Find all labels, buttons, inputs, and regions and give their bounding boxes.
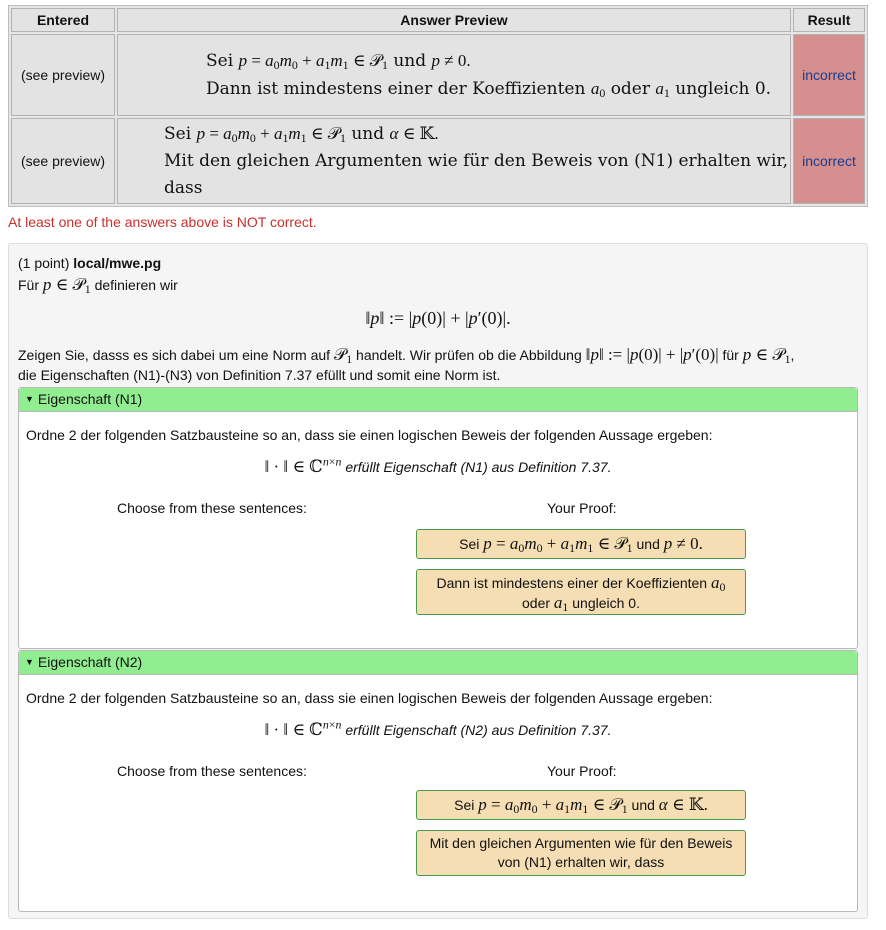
accordion-header-n2[interactable]: ▼ Eigenschaft (N2)	[19, 651, 857, 675]
results-table	[8, 5, 868, 207]
norm-definition-equation: ‖p‖ := |p(0)| + |p′(0)|.	[365, 308, 511, 328]
results-header-row	[11, 8, 865, 32]
accordion-header-n1[interactable]: ▼ Eigenschaft (N1)	[19, 388, 857, 412]
proof-tile[interactable]: Sei $p = a_0m_0 + a_1m_1$ ∈ 𝒫$_1$ und p ≠ 0.	[416, 529, 746, 559]
instruction-text: Ordne 2 der folgenden Satzbausteine so an, dass sie einen logischen Beweis der folgenden Aussage ergeben:	[26, 690, 713, 706]
your-proof-label: Your Proof:	[547, 500, 617, 516]
caret-down-icon: ▼	[25, 394, 34, 404]
col-entered: Entered	[11, 8, 115, 32]
preview-line: Mit den gleichen Argumenten wie für den Beweis von (N1) erhalten wir, dass	[164, 151, 789, 198]
entered-cell: (see preview)	[11, 34, 115, 116]
result-row	[11, 34, 865, 116]
problem-points: (1 point)	[18, 255, 70, 271]
preview-line: Sei $p = a_0m_0 + a_1m_1$ ∈ 𝒫$_1$ und p ≠ 0.	[206, 51, 471, 72]
result-status-badge: incorrect	[793, 34, 865, 116]
preview-line: Sei $p = a_0m_0 + a_1m_1$ ∈ 𝒫$_1$ und α ∈ 𝕂.	[164, 124, 439, 145]
col-result: Result	[793, 8, 865, 32]
statement-text: ‖ · ‖ ∈ ℂ$^{n\times n}$ erfüllt Eigenschaft (N1) aus Definition 7.37.	[264, 454, 612, 476]
proof-tile[interactable]: Dann ist mindestens einer der Koeffizienten $a_0$ oder $a_1$ ungleich 0.	[416, 569, 746, 615]
accordion-eigenschaft-n2	[18, 650, 858, 912]
proof-tile[interactable]: Sei $p = a_0m_0 + a_1m_1$ ∈ 𝒫$_1$ und α ∈ 𝕂.	[416, 790, 746, 820]
answer-preview-cell	[117, 118, 791, 204]
answer-preview-cell	[117, 34, 791, 116]
problem-path: local/mwe.pg	[73, 255, 162, 271]
warning-message: At least one of the answers above is NOT correct.	[8, 214, 317, 230]
preview-line: Dann ist mindestens einer der Koeffizienten $a_0$ oder $a_1$ ungleich 0.	[206, 79, 772, 100]
result-row	[11, 118, 865, 204]
your-proof-label: Your Proof:	[547, 763, 617, 779]
caret-down-icon: ▼	[25, 657, 34, 667]
statement-text: ‖ · ‖ ∈ ℂ$^{n\times n}$ erfüllt Eigenschaft (N2) aus Definition 7.37.	[264, 717, 612, 739]
choose-sentences-label: Choose from these sentences:	[117, 763, 307, 779]
choose-sentences-label: Choose from these sentences:	[117, 500, 307, 516]
problem-intro: Für p ∈ 𝒫$_1$ definieren wir	[18, 275, 178, 296]
instruction-text: Ordne 2 der folgenden Satzbausteine so an, dass sie einen logischen Beweis der folgenden Aussage ergeben:	[26, 427, 713, 443]
problem-panel	[8, 243, 868, 919]
accordion-eigenschaft-n1	[18, 387, 858, 649]
entered-cell: (see preview)	[11, 118, 115, 204]
problem-description: Zeigen Sie, dasss es sich dabei um eine Norm auf 𝒫$_1$ handelt. Wir prüfen ob die Abbildung ‖p‖ := |p(0)| + |p′(0)| für p ∈ 𝒫$_1$, die Eigenschaften (N1)-(N3) von Definition 7.37 efüllt und somit eine Norm ist.	[18, 345, 795, 383]
col-answer-preview: Answer Preview	[117, 8, 791, 32]
problem-header	[18, 255, 161, 271]
result-status-badge: incorrect	[793, 118, 865, 204]
proof-tile[interactable]: Mit den gleichen Argumenten wie für den Beweis von (N1) erhalten wir, dass	[416, 830, 746, 876]
